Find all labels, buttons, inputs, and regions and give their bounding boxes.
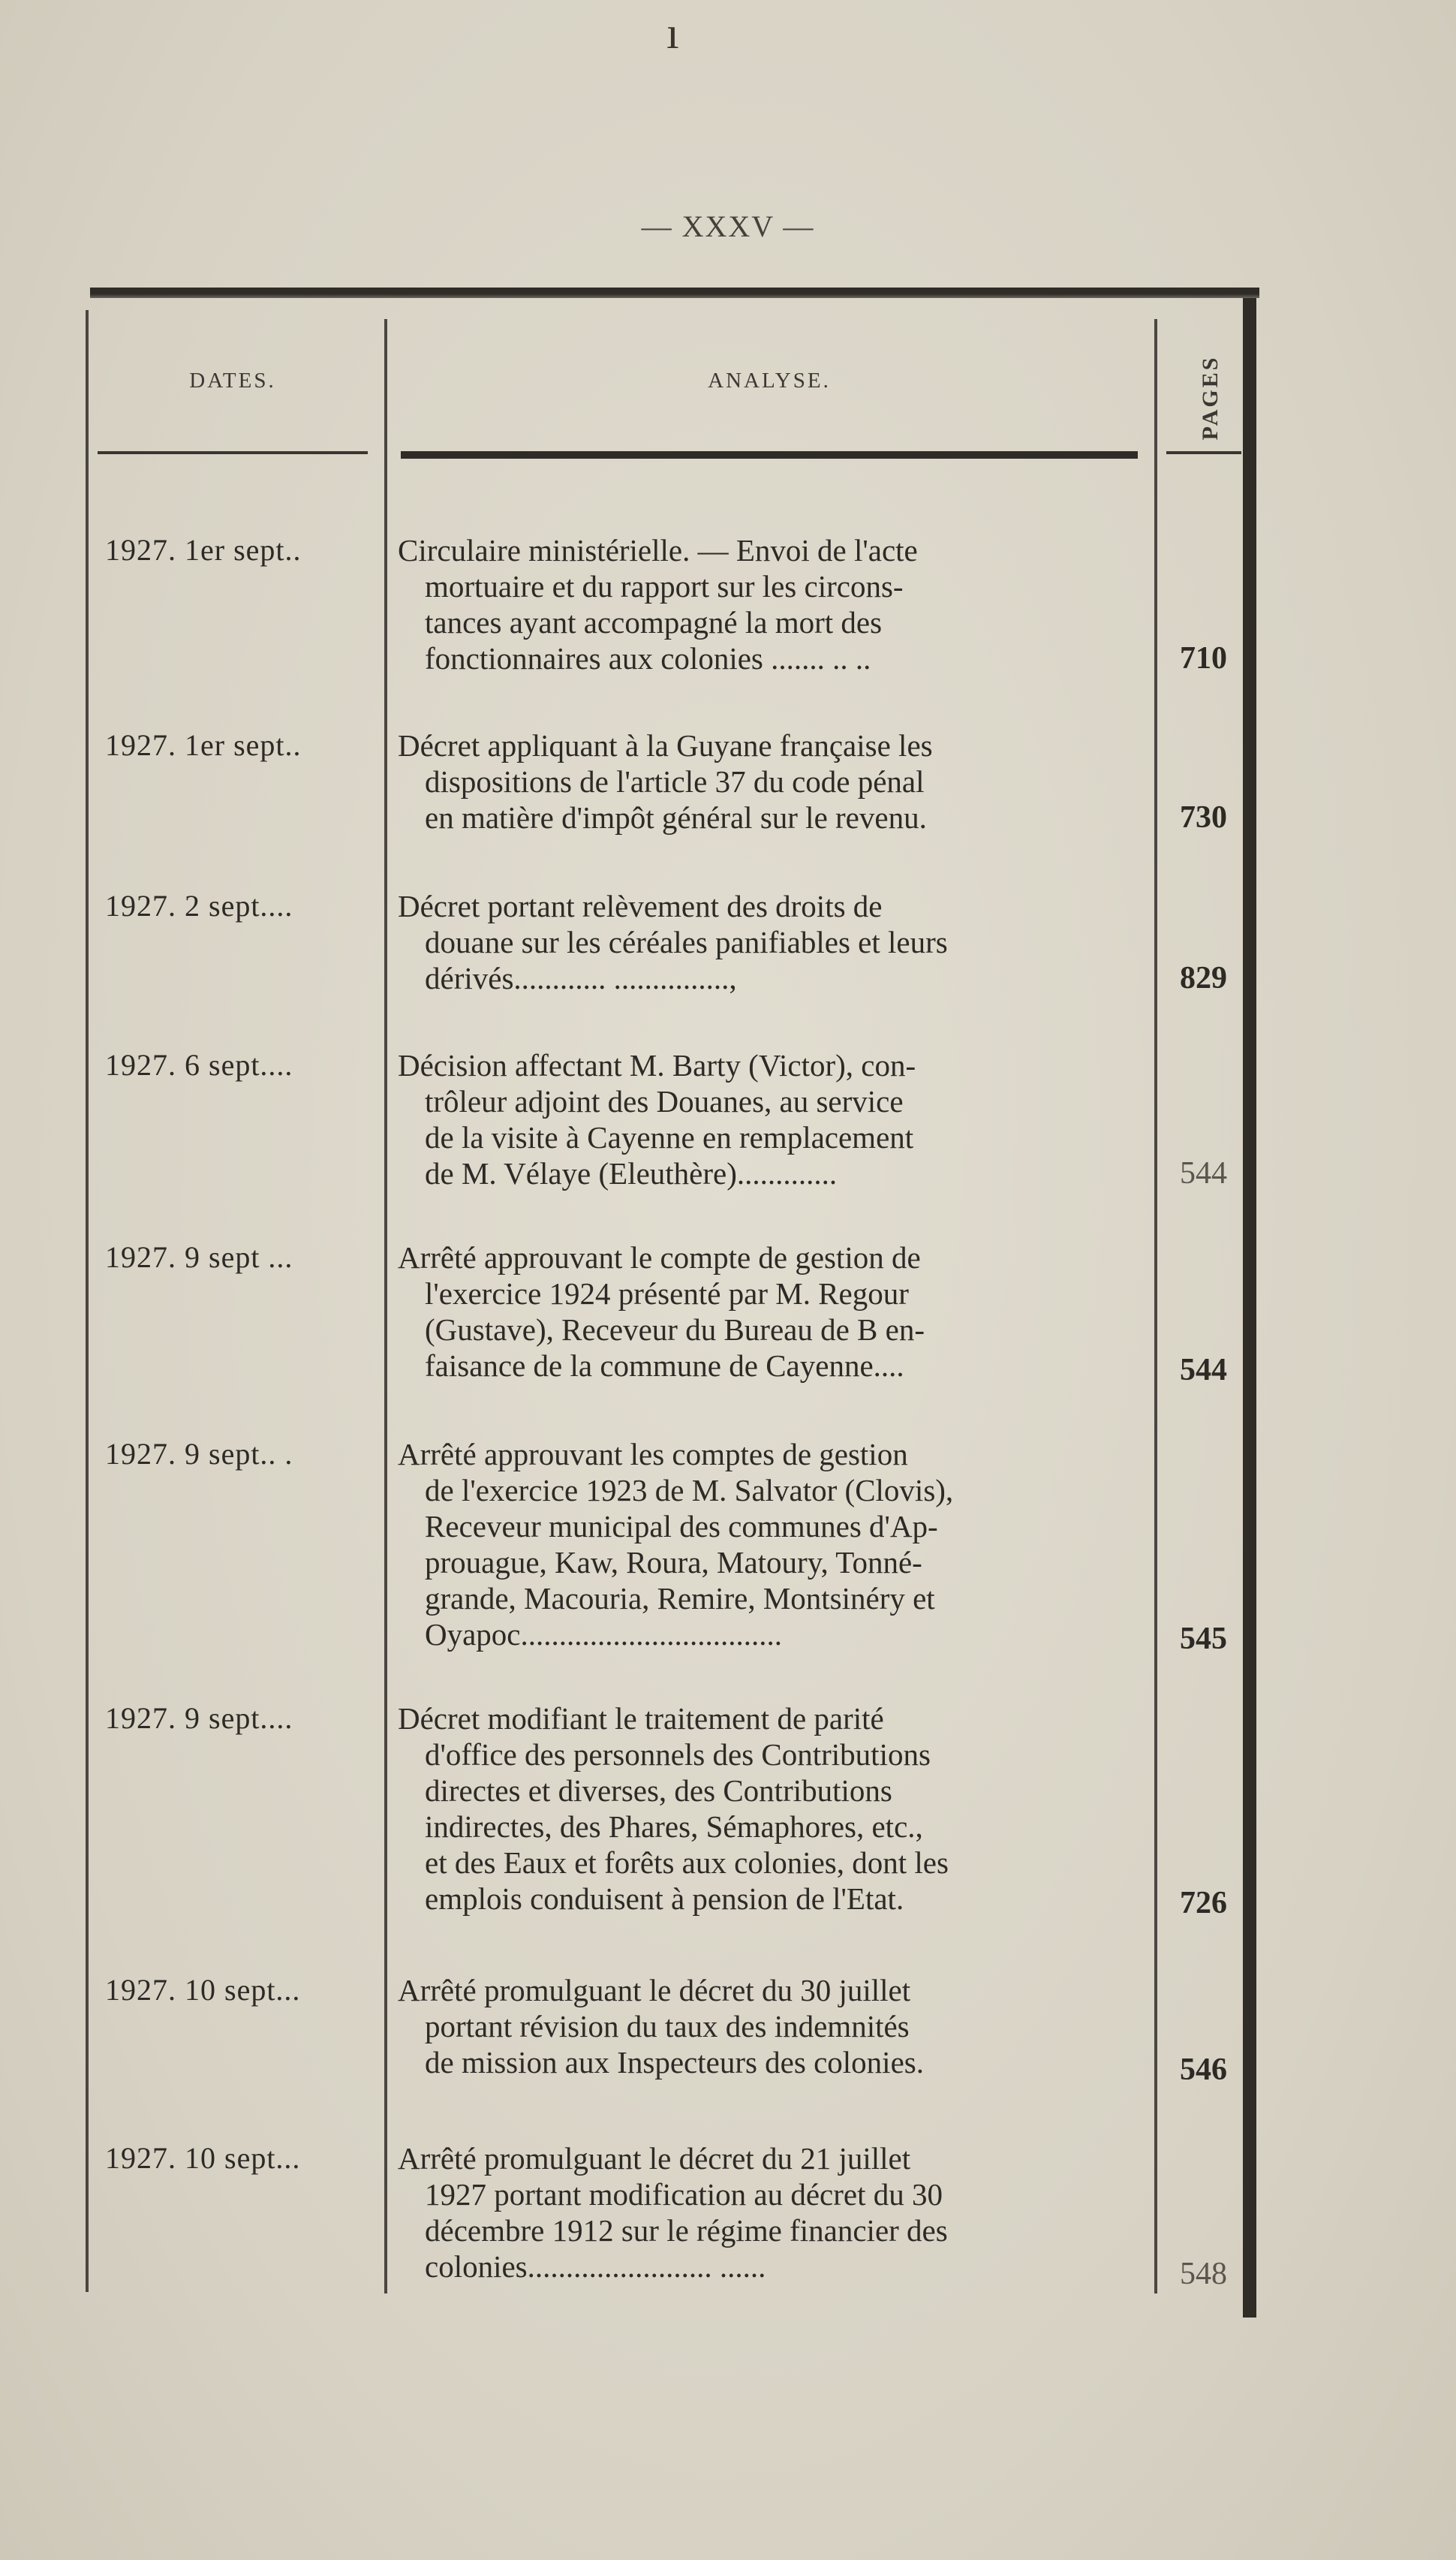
entry-date: 1927. 9 sept ... xyxy=(105,1240,293,1274)
analysis-line: Arrêté approuvant le compte de gestion de xyxy=(398,1240,921,1275)
dates-header-rule xyxy=(98,451,368,454)
analysis-line: trôleur adjoint des Douanes, au service xyxy=(425,1084,904,1119)
entry-analysis xyxy=(398,1047,1148,1191)
analysis-line: Circulaire ministérielle. — Envoi de l'acte xyxy=(398,533,918,568)
entry-date: 1927. 2 sept.... xyxy=(105,889,293,923)
entry-analysis xyxy=(398,532,1148,676)
entry-analysis xyxy=(398,1239,1148,1384)
analysis-line: de M. Vélaye (Eleuthère)............. xyxy=(425,1156,838,1191)
analysis-line: (Gustave), Receveur du Bureau de B en- xyxy=(425,1312,925,1347)
entry-page: 726 xyxy=(1180,1886,1227,1920)
pages-header xyxy=(1188,340,1233,453)
entry-date: 1927. 9 sept.. . xyxy=(105,1437,293,1471)
entry-date: 1927. 1er sept.. xyxy=(105,533,302,567)
analysis-line: fonctionnaires aux colonies ....... .. .. xyxy=(425,641,871,676)
entry-page: 710 xyxy=(1180,641,1227,676)
entry-page: 546 xyxy=(1180,2053,1227,2087)
analysis-line: tances ayant accompagné la mort des xyxy=(425,605,883,640)
entry-analysis xyxy=(398,888,1148,996)
analysis-line: Décret modifiant le traitement de parité xyxy=(398,1701,884,1736)
page-mark: ı xyxy=(666,8,679,58)
analysis-line: indirectes, des Phares, Sémaphores, etc., xyxy=(425,1809,923,1844)
analysis-line: dispositions de l'article 37 du code pénal xyxy=(425,764,925,799)
entry-page: 548 xyxy=(1180,2257,1227,2291)
entry-analysis xyxy=(398,727,1148,836)
table-top-rule xyxy=(90,288,1259,298)
table-left-border xyxy=(86,310,89,2292)
entry-page: 730 xyxy=(1180,800,1227,835)
entry-analysis xyxy=(398,2140,1148,2284)
entry-analysis xyxy=(398,1436,1148,1652)
analysis-line: Décret appliquant à la Guyane française les xyxy=(398,728,933,763)
analysis-line: d'office des personnels des Contributions xyxy=(425,1737,931,1772)
entry-page: 544 xyxy=(1180,1156,1227,1191)
analysis-line: de l'exercice 1923 de M. Salvator (Clovis), xyxy=(425,1473,954,1507)
index-table xyxy=(75,288,1259,2315)
analysis-line: Arrêté promulguant le décret du 30 juillet xyxy=(398,1973,911,2007)
entry-date: 1927. 10 sept... xyxy=(105,1973,301,2007)
analysis-line: Décision affectant M. Barty (Victor), con- xyxy=(398,1048,916,1083)
analysis-line: décembre 1912 sur le régime financier des xyxy=(425,2213,948,2248)
analysis-line: directes et diverses, des Contributions xyxy=(425,1773,892,1808)
dates-header: DATES. xyxy=(189,369,276,393)
analysis-line: de la visite à Cayenne en remplacement xyxy=(425,1120,914,1155)
analysis-line: Receveur municipal des communes d'Ap- xyxy=(425,1509,938,1544)
analysis-line: en matière d'impôt général sur le revenu. xyxy=(425,800,927,835)
analysis-line: 1927 portant modification au décret du 30 xyxy=(425,2177,943,2212)
table-right-border xyxy=(1243,298,1256,2318)
entry-analysis xyxy=(398,1972,1148,2080)
analysis-line: l'exercice 1924 présenté par M. Regour xyxy=(425,1276,909,1311)
analysis-line: colonies........................ ...... xyxy=(425,2249,766,2284)
entry-page: 544 xyxy=(1180,1353,1227,1387)
analysis-line: Décret portant relèvement des droits de xyxy=(398,889,883,923)
entry-analysis xyxy=(398,1700,1148,1917)
entry-page: 829 xyxy=(1180,961,1227,995)
entry-date: 1927. 6 sept.... xyxy=(105,1048,293,1082)
analysis-line: de mission aux Inspecteurs des colonies. xyxy=(425,2045,924,2080)
analyse-header: ANALYSE. xyxy=(708,369,831,393)
analysis-line: Arrêté promulguant le décret du 21 juillet xyxy=(398,2141,911,2176)
analysis-line: et des Eaux et forêts aux colonies, dont les xyxy=(425,1845,949,1880)
entry-date: 1927. 1er sept.. xyxy=(105,728,302,762)
entry-page: 545 xyxy=(1180,1622,1227,1656)
analysis-line: Arrêté approuvant les comptes de gestion xyxy=(398,1437,908,1471)
analysis-line: faisance de la commune de Cayenne.... xyxy=(425,1348,904,1383)
pages-header-rule xyxy=(1166,451,1241,454)
analysis-line: portant révision du taux des indemnités xyxy=(425,2009,910,2043)
dates-column-divider xyxy=(384,319,387,2293)
pages-column-divider xyxy=(1154,319,1157,2293)
entry-date: 1927. 9 sept.... xyxy=(105,1701,293,1735)
analysis-line: dérivés............ ..............., xyxy=(425,961,737,995)
analysis-line: mortuaire et du rapport sur les circons- xyxy=(425,569,904,604)
analysis-line: grande, Macouria, Remire, Montsinéry et xyxy=(425,1581,935,1616)
analyse-header-rule xyxy=(401,451,1138,459)
entry-date: 1927. 10 sept... xyxy=(105,2141,301,2175)
page-number: — XXXV — xyxy=(641,209,815,243)
analysis-line: prouague, Kaw, Roura, Matoury, Tonné- xyxy=(425,1545,922,1580)
pages-header-label: PAGES xyxy=(1198,355,1223,441)
analysis-line: Oyapoc.................................. xyxy=(425,1617,783,1652)
analysis-line: emplois conduisent à pension de l'Etat. xyxy=(425,1881,904,1916)
analysis-line: douane sur les céréales panifiables et leurs xyxy=(425,925,948,959)
